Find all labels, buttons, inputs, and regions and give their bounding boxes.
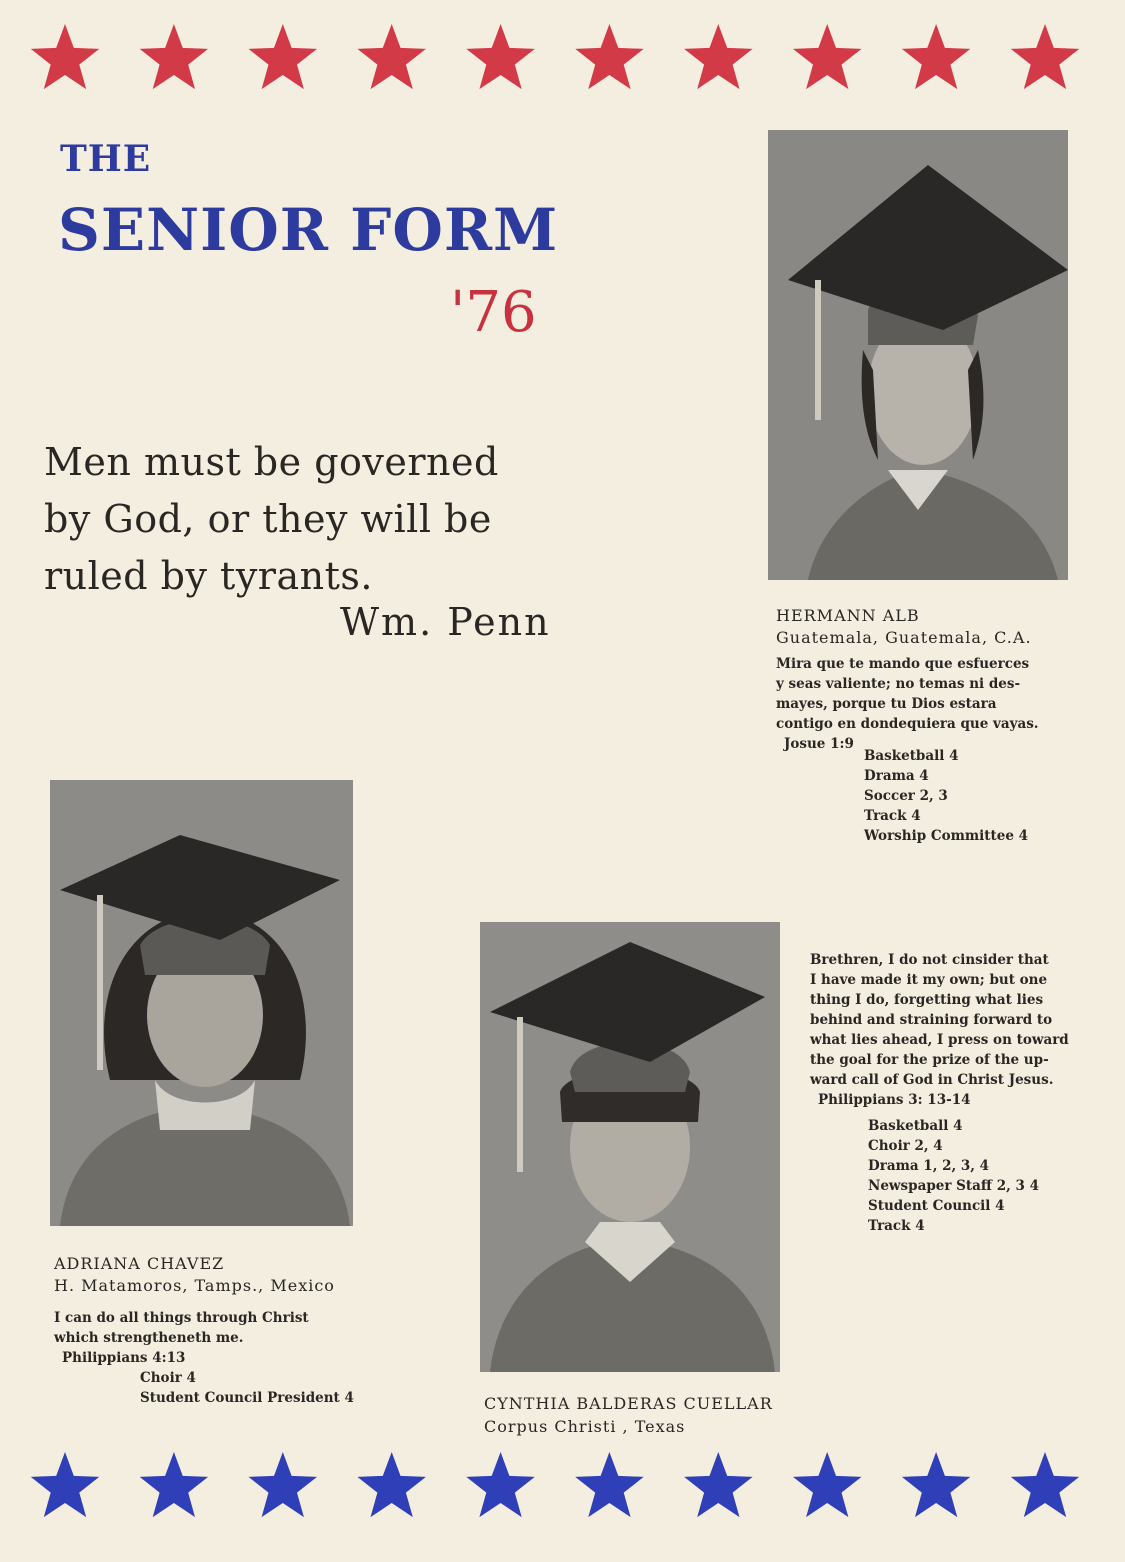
verse-line: Mira que te mando que esfuerces — [776, 656, 1030, 672]
activity-item: Student Council 4 — [868, 1198, 1005, 1214]
activity-item: Drama 4 — [864, 768, 929, 784]
senior-verse — [810, 950, 1069, 1090]
activity-item: Student Council President 4 — [140, 1390, 354, 1406]
verse-line: what lies ahead, I press on toward — [810, 1032, 1069, 1048]
red-star-icon — [575, 24, 644, 89]
activity-item: Soccer 2, 3 — [864, 788, 948, 804]
activity-item: Choir 4 — [140, 1370, 196, 1386]
graduate-portrait-icon — [50, 780, 353, 1226]
red-star-icon — [684, 24, 753, 89]
bottom-star-row — [0, 1448, 1125, 1528]
blue-star-icon — [1011, 1452, 1079, 1517]
verse-line: the goal for the prize of the up- — [810, 1052, 1049, 1068]
blue-star-icon — [249, 1452, 318, 1517]
red-star-icon — [140, 24, 208, 89]
senior-hometown: H. Matamoros, Tamps., Mexico — [54, 1276, 335, 1295]
senior-name: CYNTHIA BALDERAS CUELLAR — [484, 1394, 773, 1413]
activity-item: Basketball 4 — [868, 1118, 963, 1134]
quote-line: Men must be governed — [44, 440, 499, 484]
red-star-icon — [466, 24, 535, 89]
activity-item: Newspaper Staff 2, 3 4 — [868, 1178, 1039, 1194]
activity-item: Worship Committee 4 — [864, 828, 1029, 844]
verse-reference: Philippians 4:13 — [62, 1350, 186, 1366]
activities-list — [140, 1368, 354, 1408]
verse-reference: Josue 1:9 — [784, 736, 854, 752]
header-year: '76 — [450, 280, 537, 345]
senior-name: ADRIANA CHAVEZ — [54, 1254, 225, 1273]
blue-star-icon — [466, 1452, 535, 1517]
graduate-portrait-icon — [768, 130, 1068, 580]
activity-item: Drama 1, 2, 3, 4 — [868, 1158, 990, 1174]
activities-list — [868, 1116, 1039, 1236]
red-star-icon — [31, 24, 99, 89]
blue-star-icon — [140, 1452, 208, 1517]
verse-line: contigo en dondequiera que vayas. — [776, 716, 1039, 732]
blue-star-icon — [31, 1452, 99, 1517]
verse-line: mayes, porque tu Dios estara — [776, 696, 997, 712]
senior-photo-cynthia — [480, 922, 780, 1372]
quote-line: by God, or they will be — [44, 497, 492, 541]
blue-star-icon — [575, 1452, 644, 1517]
activity-item: Basketball 4 — [864, 748, 959, 764]
senior-verse — [54, 1308, 309, 1348]
senior-photo-hermann — [768, 130, 1068, 580]
quote-line: ruled by tyrants. — [44, 554, 373, 598]
verse-line: ward call of God in Christ Jesus. — [810, 1072, 1054, 1088]
activities-list — [864, 746, 1028, 846]
activity-item: Choir 2, 4 — [868, 1138, 943, 1154]
red-star-icon — [793, 24, 862, 89]
senior-hometown: Corpus Christi , Texas — [484, 1417, 686, 1436]
senior-hometown: Guatemala, Guatemala, C.A. — [776, 628, 1032, 647]
graduate-portrait-icon — [480, 922, 780, 1372]
red-star-icon — [357, 24, 426, 89]
red-star-icon — [902, 24, 970, 89]
top-stars-svg — [0, 20, 1125, 100]
verse-line: Brethren, I do not cinsider that — [810, 952, 1049, 968]
page-title: SENIOR FORM — [58, 196, 559, 264]
verse-line: thing I do, forgetting what lies — [810, 992, 1044, 1008]
quote-author: Wm. Penn — [340, 600, 551, 644]
senior-name: HERMANN ALB — [776, 606, 920, 625]
verse-line: which strengtheneth me. — [54, 1330, 244, 1346]
activity-item: Track 4 — [864, 808, 921, 824]
penn-quote — [44, 434, 604, 605]
verse-reference: Philippians 3: 13-14 — [818, 1092, 971, 1108]
top-star-row — [0, 20, 1125, 100]
red-star-icon — [1011, 24, 1079, 89]
verse-line: behind and straining forward to — [810, 1012, 1053, 1028]
header-the: THE — [60, 138, 152, 180]
verse-line: I have made it my own; but one — [810, 972, 1048, 988]
verse-line: y seas valiente; no temas ni des- — [776, 676, 1021, 692]
blue-star-icon — [793, 1452, 862, 1517]
bottom-stars-svg — [0, 1448, 1125, 1528]
verse-line: I can do all things through Christ — [54, 1310, 309, 1326]
blue-star-icon — [684, 1452, 753, 1517]
senior-verse — [776, 654, 1039, 734]
senior-photo-adriana — [50, 780, 353, 1226]
red-star-icon — [249, 24, 318, 89]
activity-item: Track 4 — [868, 1218, 925, 1234]
blue-star-icon — [357, 1452, 426, 1517]
blue-star-icon — [902, 1452, 970, 1517]
